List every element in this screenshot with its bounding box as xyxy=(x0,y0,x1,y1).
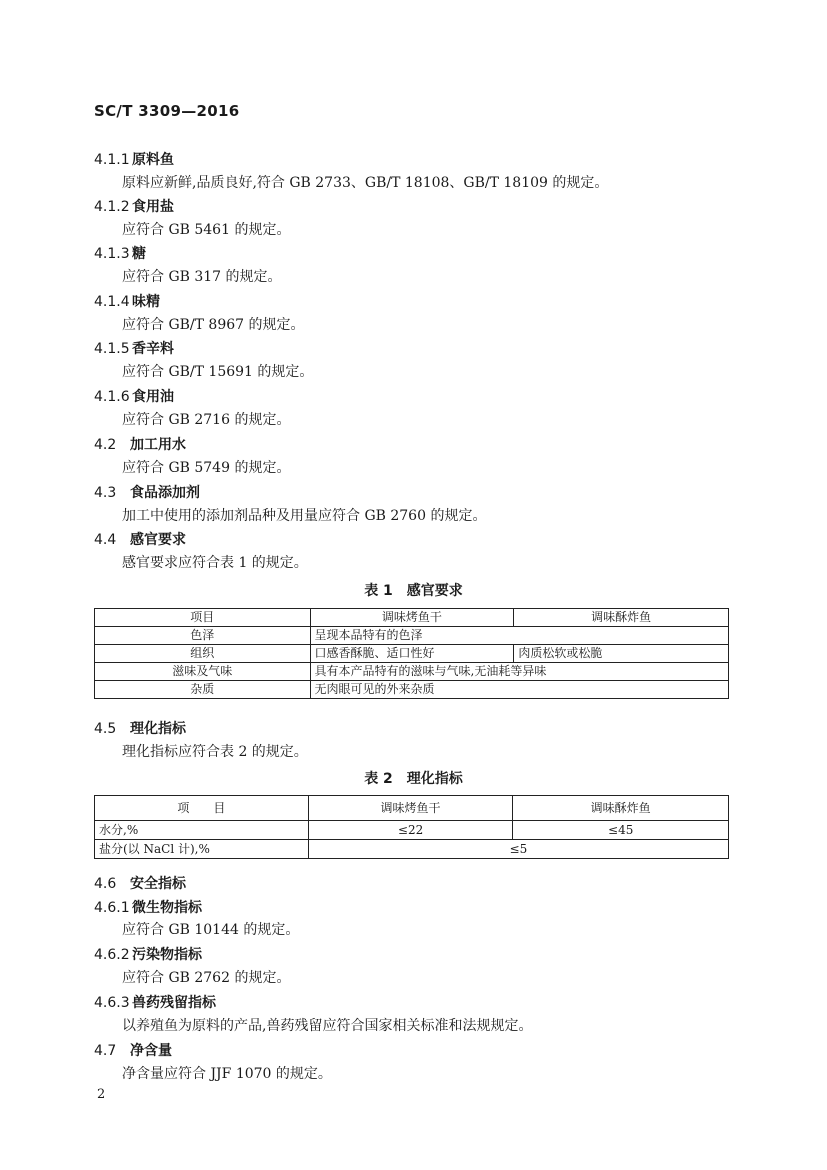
section-heading-4-1-3: 4.1.3 糖 xyxy=(94,246,146,262)
section-heading-4-6-3: 4.6.3 兽药残留指标 xyxy=(94,995,216,1011)
table-header-cell: 调味烤鱼干 xyxy=(310,609,514,627)
table-row xyxy=(95,645,729,663)
section-text-4-1-6: 应符合 GB 2716 的规定。 xyxy=(122,412,291,428)
table-header-row xyxy=(95,609,729,627)
table-cell-merged: 具有本产品特有的滋味与气味,无油耗等异味 xyxy=(310,663,728,681)
section-heading-4-1-2: 4.1.2 食用盐 xyxy=(94,199,174,215)
table-row xyxy=(95,681,729,699)
table-header-row xyxy=(95,796,729,821)
table-header-cell: 项 目 xyxy=(95,796,309,821)
section-heading-4-1-4: 4.1.4 味精 xyxy=(94,294,160,310)
document-code-header: SC/T 3309—2016 xyxy=(94,102,240,120)
table-cell-merged: 无肉眼可见的外来杂质 xyxy=(310,681,728,699)
section-heading-4-1-6: 4.1.6 食用油 xyxy=(94,389,174,405)
table-cell-item: 色泽 xyxy=(95,627,311,645)
table-row xyxy=(95,840,729,859)
section-heading-4-6-1: 4.6.1 微生物指标 xyxy=(94,900,202,916)
table-row xyxy=(95,663,729,681)
table-row xyxy=(95,821,729,840)
table2-caption: 表 2 理化指标 xyxy=(364,771,463,787)
section-heading-4-7: 4.7 净含量 xyxy=(94,1043,172,1059)
section-text-4-4: 感官要求应符合表 1 的规定。 xyxy=(122,555,308,571)
table-cell-item: 杂质 xyxy=(95,681,311,699)
table-cell: ≤45 xyxy=(513,821,729,840)
table-header-cell: 调味酥炸鱼 xyxy=(514,609,729,627)
table1-sensory-requirements xyxy=(94,608,729,699)
section-text-4-7: 净含量应符合 JJF 1070 的规定。 xyxy=(122,1066,332,1082)
section-text-4-1-4: 应符合 GB/T 8967 的规定。 xyxy=(122,317,305,333)
section-text-4-2: 应符合 GB 5749 的规定。 xyxy=(122,460,291,476)
table2-physicochemical-indicators xyxy=(94,795,729,859)
table-cell-item: 盐分(以 NaCl 计),% xyxy=(95,840,309,859)
section-text-4-3: 加工中使用的添加剂品种及用量应符合 GB 2760 的规定。 xyxy=(122,508,487,524)
section-text-4-1-5: 应符合 GB/T 15691 的规定。 xyxy=(122,364,314,380)
section-heading-4-1-1: 4.1.1 原料鱼 xyxy=(94,152,174,168)
section-text-4-6-2: 应符合 GB 2762 的规定。 xyxy=(122,970,291,986)
section-heading-4-5: 4.5 理化指标 xyxy=(94,721,186,737)
section-heading-4-1-5: 4.1.5 香辛料 xyxy=(94,341,174,357)
table-cell-item: 组织 xyxy=(95,645,311,663)
section-heading-4-2: 4.2 加工用水 xyxy=(94,437,186,453)
section-text-4-1-3: 应符合 GB 317 的规定。 xyxy=(122,269,282,285)
table-row xyxy=(95,627,729,645)
table-cell: 口感香酥脆、适口性好 xyxy=(310,645,514,663)
section-heading-4-4: 4.4 感官要求 xyxy=(94,532,186,548)
section-text-4-1-2: 应符合 GB 5461 的规定。 xyxy=(122,222,291,238)
table-cell-item: 水分,% xyxy=(95,821,309,840)
table-header-cell: 调味烤鱼干 xyxy=(308,796,513,821)
section-heading-4-3: 4.3 食品添加剂 xyxy=(94,485,200,501)
table-cell-merged: ≤5 xyxy=(308,840,728,859)
table-cell: ≤22 xyxy=(308,821,513,840)
section-text-4-5: 理化指标应符合表 2 的规定。 xyxy=(122,744,308,760)
section-text-4-1-1: 原料应新鲜,品质良好,符合 GB 2733、GB/T 18108、GB/T 18109 的规定。 xyxy=(122,175,609,191)
table-cell-item: 滋味及气味 xyxy=(95,663,311,681)
table-header-cell: 项目 xyxy=(95,609,311,627)
section-heading-4-6-2: 4.6.2 污染物指标 xyxy=(94,947,202,963)
page-number: 2 xyxy=(97,1087,106,1102)
section-text-4-6-3: 以养殖鱼为原料的产品,兽药残留应符合国家相关标准和法规规定。 xyxy=(122,1018,533,1034)
table1-caption: 表 1 感官要求 xyxy=(364,583,463,599)
section-text-4-6-1: 应符合 GB 10144 的规定。 xyxy=(122,922,300,938)
table-cell: 肉质松软或松脆 xyxy=(514,645,729,663)
table-cell-merged: 呈现本品特有的色泽 xyxy=(310,627,728,645)
table-header-cell: 调味酥炸鱼 xyxy=(513,796,729,821)
section-heading-4-6: 4.6 安全指标 xyxy=(94,876,186,892)
